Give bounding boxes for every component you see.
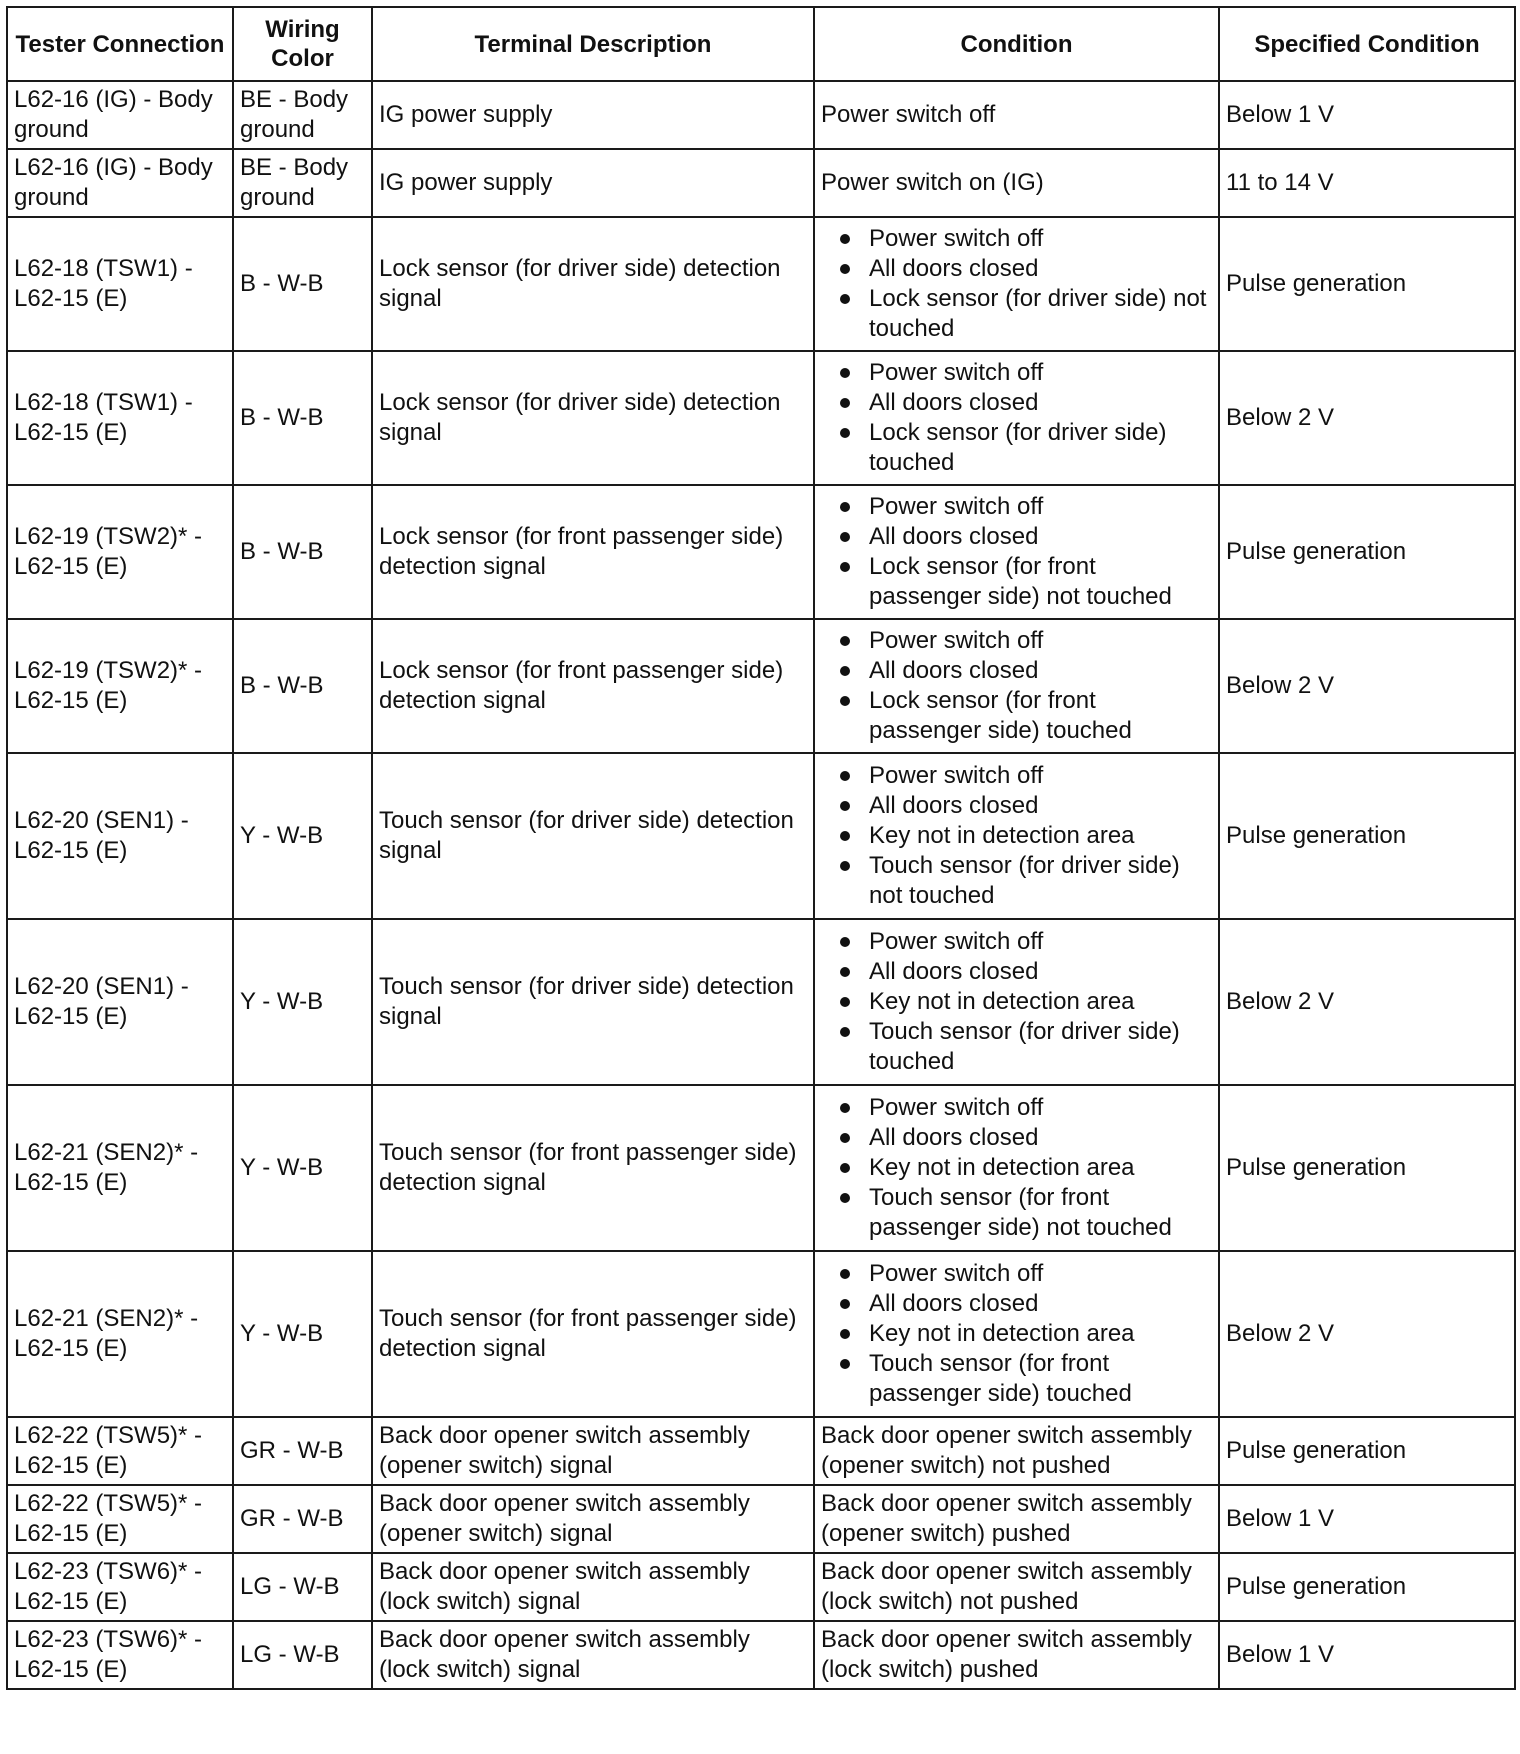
condition-item: Touch sensor (for driver side) touched [821,1017,1212,1077]
condition-item: Power switch off [821,927,1212,957]
condition-item: All doors closed [821,522,1212,552]
specified-condition-cell: Below 2 V [1219,351,1515,485]
wiring-color-cell: Y - W-B [233,753,372,919]
condition-item: All doors closed [821,1123,1212,1153]
terminal-description-cell: Back door opener switch assembly (opener switch) signal [372,1417,814,1485]
condition-item: All doors closed [821,957,1212,987]
wiring-color-cell: B - W-B [233,351,372,485]
table-row [7,919,1515,1085]
wiring-color-cell: BE - Body ground [233,149,372,217]
header-terminal-description: Terminal Description [372,7,814,81]
condition-list [821,224,1212,344]
specified-condition-cell: Below 1 V [1219,1621,1515,1689]
condition-list [821,626,1212,746]
tester-connection-cell: L62-18 (TSW1) - L62-15 (E) [7,351,233,485]
wiring-color-cell: GR - W-B [233,1417,372,1485]
table-row [7,1417,1515,1485]
specified-condition-cell: Pulse generation [1219,753,1515,919]
condition-item: Key not in detection area [821,987,1212,1017]
terminal-description-cell: IG power supply [372,81,814,149]
wiring-color-cell: B - W-B [233,217,372,351]
condition-cell: Power switch on (IG) [814,149,1219,217]
condition-item: All doors closed [821,388,1212,418]
tester-connection-cell: L62-16 (IG) - Body ground [7,149,233,217]
table-row [7,217,1515,351]
condition-cell [814,753,1219,919]
header-condition: Condition [814,7,1219,81]
terminal-description-cell: Lock sensor (for front passenger side) detection signal [372,485,814,619]
header-tester-connection: Tester Connection [7,7,233,81]
specified-condition-cell: Pulse generation [1219,485,1515,619]
table-row [7,485,1515,619]
specified-condition-cell: Pulse generation [1219,1417,1515,1485]
condition-cell [814,217,1219,351]
condition-cell: Power switch off [814,81,1219,149]
wiring-color-cell: B - W-B [233,619,372,753]
terminal-description-cell: Back door opener switch assembly (lock switch) signal [372,1553,814,1621]
terminal-description-cell: Lock sensor (for driver side) detection signal [372,217,814,351]
wiring-color-cell: GR - W-B [233,1485,372,1553]
wiring-color-cell: B - W-B [233,485,372,619]
table-row [7,619,1515,753]
specified-condition-cell: 11 to 14 V [1219,149,1515,217]
tester-connection-cell: L62-18 (TSW1) - L62-15 (E) [7,217,233,351]
condition-list [821,761,1212,911]
condition-item: Touch sensor (for front passenger side) touched [821,1349,1212,1409]
header-row [7,7,1515,81]
tester-connection-cell: L62-16 (IG) - Body ground [7,81,233,149]
table-row [7,149,1515,217]
tester-connection-cell: L62-22 (TSW5)* - L62-15 (E) [7,1417,233,1485]
condition-item: Power switch off [821,224,1212,254]
table-row [7,1621,1515,1689]
condition-item: Lock sensor (for driver side) not touched [821,284,1212,344]
specified-condition-cell: Pulse generation [1219,1553,1515,1621]
terminal-spec-table [6,6,1516,1690]
terminal-description-cell: Touch sensor (for driver side) detection signal [372,919,814,1085]
table-row [7,1485,1515,1553]
terminal-description-cell: Back door opener switch assembly (lock switch) signal [372,1621,814,1689]
table-header [7,7,1515,81]
header-specified-condition: Specified Condition [1219,7,1515,81]
condition-item: Key not in detection area [821,1153,1212,1183]
terminal-description-cell: Lock sensor (for front passenger side) detection signal [372,619,814,753]
condition-cell [814,485,1219,619]
condition-item: Key not in detection area [821,1319,1212,1349]
terminal-description-cell: Touch sensor (for driver side) detection signal [372,753,814,919]
specified-condition-cell: Below 2 V [1219,619,1515,753]
wiring-color-cell: LG - W-B [233,1621,372,1689]
specified-condition-cell: Below 1 V [1219,81,1515,149]
condition-item: Power switch off [821,1259,1212,1289]
condition-list [821,1093,1212,1243]
specified-condition-cell: Below 2 V [1219,919,1515,1085]
wiring-color-cell: Y - W-B [233,919,372,1085]
condition-cell [814,919,1219,1085]
terminal-description-cell: Lock sensor (for driver side) detection signal [372,351,814,485]
tester-connection-cell: L62-21 (SEN2)* - L62-15 (E) [7,1251,233,1417]
condition-item: Power switch off [821,1093,1212,1123]
terminal-description-cell: IG power supply [372,149,814,217]
condition-item: All doors closed [821,1289,1212,1319]
table-row [7,81,1515,149]
condition-cell [814,619,1219,753]
condition-item: Lock sensor (for front passenger side) touched [821,686,1212,746]
condition-cell: Back door opener switch assembly (lock switch) pushed [814,1621,1219,1689]
table-row [7,1553,1515,1621]
terminal-description-cell: Touch sensor (for front passenger side) detection signal [372,1085,814,1251]
condition-cell: Back door opener switch assembly (opener switch) pushed [814,1485,1219,1553]
condition-list [821,1259,1212,1409]
condition-item: Key not in detection area [821,821,1212,851]
tester-connection-cell: L62-21 (SEN2)* - L62-15 (E) [7,1085,233,1251]
condition-item: Power switch off [821,492,1212,522]
condition-cell: Back door opener switch assembly (lock switch) not pushed [814,1553,1219,1621]
condition-item: Power switch off [821,358,1212,388]
wiring-color-cell: Y - W-B [233,1251,372,1417]
terminal-description-cell: Back door opener switch assembly (opener switch) signal [372,1485,814,1553]
tester-connection-cell: L62-22 (TSW5)* - L62-15 (E) [7,1485,233,1553]
condition-item: All doors closed [821,254,1212,284]
table-row [7,1251,1515,1417]
table-row [7,753,1515,919]
specified-condition-cell: Pulse generation [1219,217,1515,351]
condition-list [821,492,1212,612]
specified-condition-cell: Below 2 V [1219,1251,1515,1417]
condition-item: All doors closed [821,656,1212,686]
header-wiring-color: Wiring Color [233,7,372,81]
condition-item: Power switch off [821,761,1212,791]
terminal-description-cell: Touch sensor (for front passenger side) detection signal [372,1251,814,1417]
condition-cell: Back door opener switch assembly (opener switch) not pushed [814,1417,1219,1485]
tester-connection-cell: L62-20 (SEN1) - L62-15 (E) [7,919,233,1085]
table-row [7,351,1515,485]
wiring-color-cell: LG - W-B [233,1553,372,1621]
tester-connection-cell: L62-19 (TSW2)* - L62-15 (E) [7,485,233,619]
condition-item: Touch sensor (for front passenger side) not touched [821,1183,1212,1243]
condition-item: Lock sensor (for driver side) touched [821,418,1212,478]
condition-item: Lock sensor (for front passenger side) not touched [821,552,1212,612]
wiring-color-cell: Y - W-B [233,1085,372,1251]
condition-cell [814,1085,1219,1251]
condition-list [821,358,1212,478]
condition-cell [814,351,1219,485]
condition-item: Touch sensor (for driver side) not touched [821,851,1212,911]
tester-connection-cell: L62-19 (TSW2)* - L62-15 (E) [7,619,233,753]
tester-connection-cell: L62-23 (TSW6)* - L62-15 (E) [7,1621,233,1689]
condition-item: All doors closed [821,791,1212,821]
table-body [7,81,1515,1689]
specified-condition-cell: Below 1 V [1219,1485,1515,1553]
tester-connection-cell: L62-23 (TSW6)* - L62-15 (E) [7,1553,233,1621]
tester-connection-cell: L62-20 (SEN1) - L62-15 (E) [7,753,233,919]
condition-item: Power switch off [821,626,1212,656]
wiring-color-cell: BE - Body ground [233,81,372,149]
condition-list [821,927,1212,1077]
specified-condition-cell: Pulse generation [1219,1085,1515,1251]
table-row [7,1085,1515,1251]
condition-cell [814,1251,1219,1417]
